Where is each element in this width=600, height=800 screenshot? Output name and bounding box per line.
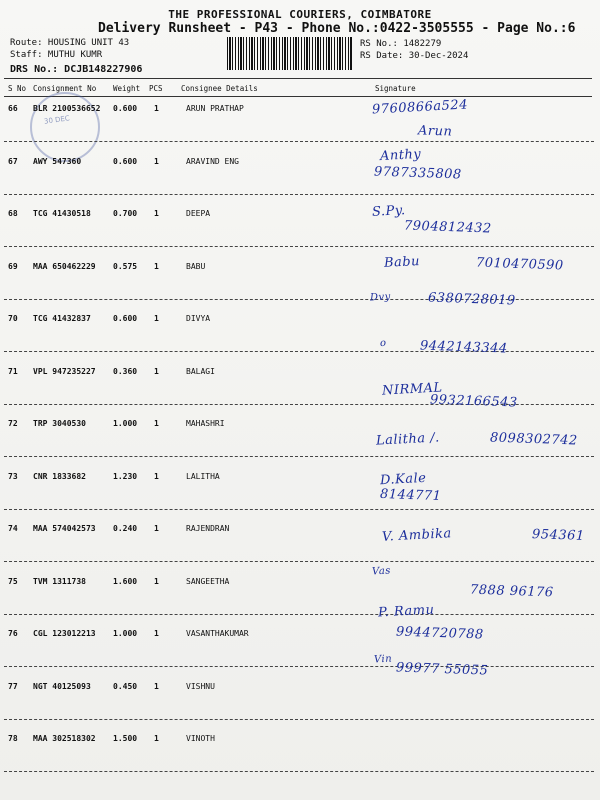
office-stamp	[30, 92, 100, 162]
drs-number: DRS No.: DCJB148227906	[10, 64, 143, 75]
signature-name: Lalitha /.	[375, 430, 441, 449]
signature-phone: 6380728019	[427, 290, 516, 309]
row-sno: 69	[8, 261, 18, 271]
signature-name: 9760866a524	[371, 97, 469, 118]
signature-name: NIRMAL	[381, 380, 443, 399]
row-weight: 0.600	[113, 104, 138, 113]
row-separator	[4, 141, 594, 142]
col-weight: Weight	[113, 84, 141, 93]
row-weight: 0.360	[113, 366, 138, 376]
row-consignee-name: BABU	[186, 261, 206, 271]
row-consignment-no: MAA 302518302	[33, 734, 96, 743]
signature-phone: Arun	[417, 123, 453, 140]
signature-name: Anthy	[379, 146, 422, 165]
signature-phone: 9944720788	[395, 624, 484, 643]
row-sno: 73	[8, 471, 18, 481]
row-consignment-no: CGL 123012213	[33, 629, 96, 638]
row-sno: 68	[8, 209, 18, 218]
barcode	[227, 37, 353, 70]
row-sno: 66	[8, 104, 18, 113]
signature-name: Dvy	[369, 291, 392, 304]
signature-name: Vas	[371, 565, 392, 578]
signature-phone: 954361	[531, 527, 585, 544]
row-pcs: 1	[154, 366, 159, 376]
col-signature: Signature	[375, 84, 416, 93]
row-sno: 78	[8, 734, 18, 743]
signature-name: Vin	[373, 653, 393, 666]
row-consignee-name: SANGEETHA	[186, 576, 230, 586]
row-consignee-name: DEEPA	[186, 209, 211, 218]
signature-phone: 99977 55055	[395, 660, 489, 679]
row-pcs: 1	[154, 104, 159, 113]
signature-phone: 8098302742	[489, 430, 578, 449]
row-consignee-name: RAJENDRAN	[186, 524, 230, 533]
company-name: THE PROFESSIONAL COURIERS, COIMBATORE	[168, 8, 432, 21]
row-separator	[4, 771, 594, 772]
row-sno: 76	[8, 629, 18, 638]
row-consignment-no: TRP 3040530	[33, 419, 86, 428]
header-top-rule	[4, 78, 592, 79]
row-weight: 1.500	[113, 734, 138, 743]
row-consignment-no: NGT 40125093	[33, 681, 91, 691]
row-sno: 72	[8, 419, 18, 428]
row-pcs: 1	[154, 261, 159, 271]
row-consignee-name: ARAVIND ENG	[186, 156, 239, 166]
row-sno: 67	[8, 156, 18, 166]
row-consignment-no: BLR 2100536652	[33, 104, 101, 113]
row-sno: 71	[8, 366, 18, 376]
signature-phone: 9442143344	[419, 338, 508, 357]
row-separator	[4, 561, 594, 562]
col-sno: S No	[8, 84, 27, 93]
row-consignment-no: VPL 947235227	[33, 366, 96, 376]
row-weight: 0.700	[113, 209, 138, 218]
staff-label: Staff: MUTHU KUMR	[10, 50, 103, 60]
row-consignment-no: MAA 574042573	[33, 524, 96, 533]
row-weight: 0.600	[113, 314, 138, 323]
row-separator	[4, 456, 594, 457]
rs-date: RS Date: 30-Dec-2024	[360, 51, 469, 61]
stamp-date: 30 DEC	[43, 114, 71, 126]
row-weight: 1.230	[113, 471, 138, 481]
row-weight: 0.450	[113, 681, 138, 691]
row-consignee-name: DIVYA	[186, 314, 211, 323]
col-pcs: PCS	[149, 84, 163, 93]
row-weight: 0.600	[113, 156, 138, 166]
signature-phone: 9787335808	[373, 164, 462, 183]
row-pcs: 1	[154, 524, 159, 533]
row-separator	[4, 194, 594, 195]
runsheet-title: Delivery Runsheet - P43 - Phone No.:0422-3505555 - Page No.:6	[98, 21, 576, 36]
row-weight: 0.240	[113, 524, 138, 533]
row-sno: 75	[8, 576, 18, 586]
row-consignment-no: TCG 41430518	[33, 209, 91, 218]
row-consignee-name: LALITHA	[186, 471, 220, 481]
row-pcs: 1	[154, 471, 159, 481]
header-bottom-rule	[4, 96, 592, 97]
signature-phone: 7888 96176	[469, 582, 554, 601]
signature-phone: 7010470590	[475, 255, 564, 274]
row-separator	[4, 246, 594, 247]
col-consignment: Consignment No	[33, 84, 97, 93]
row-sno: 77	[8, 681, 18, 691]
signature-name: S.Py.	[371, 203, 406, 220]
signature-name: V. Ambika	[381, 526, 453, 545]
row-consignee-name: VISHNU	[186, 681, 215, 691]
signature-name: o	[379, 337, 387, 350]
row-pcs: 1	[154, 156, 159, 166]
row-weight: 1.600	[113, 576, 138, 586]
signature-phone: 8144771	[379, 486, 442, 505]
row-pcs: 1	[154, 629, 159, 638]
row-consignment-no: AWY 547360	[33, 156, 82, 166]
row-pcs: 1	[154, 209, 159, 218]
row-consignee-name: ARUN PRATHAP	[186, 104, 244, 113]
row-weight: 1.000	[113, 629, 138, 638]
row-consignment-no: TVM 1311738	[33, 576, 86, 586]
row-separator	[4, 614, 594, 615]
rs-number: RS No.: 1482279	[360, 39, 442, 49]
row-consignee-name: VASANTHAKUMAR	[186, 629, 249, 638]
signature-name: D.Kale	[379, 470, 427, 489]
row-separator	[4, 719, 594, 720]
row-pcs: 1	[154, 314, 159, 323]
row-consignment-no: TCG 41432837	[33, 314, 91, 323]
row-pcs: 1	[154, 681, 159, 691]
row-consignee-name: VINOTH	[186, 734, 215, 743]
signature-name: Babu	[383, 254, 421, 271]
row-consignee-name: BALAGI	[186, 366, 215, 376]
row-pcs: 1	[154, 734, 159, 743]
row-consignment-no: CNR 1833682	[33, 471, 86, 481]
row-pcs: 1	[154, 576, 159, 586]
row-consignment-no: MAA 650462229	[33, 261, 96, 271]
signature-phone: 7904812432	[403, 218, 492, 237]
row-consignee-name: MAHASHRI	[186, 419, 225, 428]
row-sno: 70	[8, 314, 18, 323]
row-sno: 74	[8, 524, 18, 533]
row-separator	[4, 509, 594, 510]
col-consignee: Consignee Details	[181, 84, 258, 93]
route-label: Route: HOUSING UNIT 43	[10, 38, 130, 48]
signature-name: P. Ramu	[377, 602, 435, 621]
row-weight: 1.000	[113, 419, 138, 428]
row-separator	[4, 666, 594, 667]
row-weight: 0.575	[113, 261, 138, 271]
row-pcs: 1	[154, 419, 159, 428]
signature-phone: 9932166543	[429, 392, 518, 411]
